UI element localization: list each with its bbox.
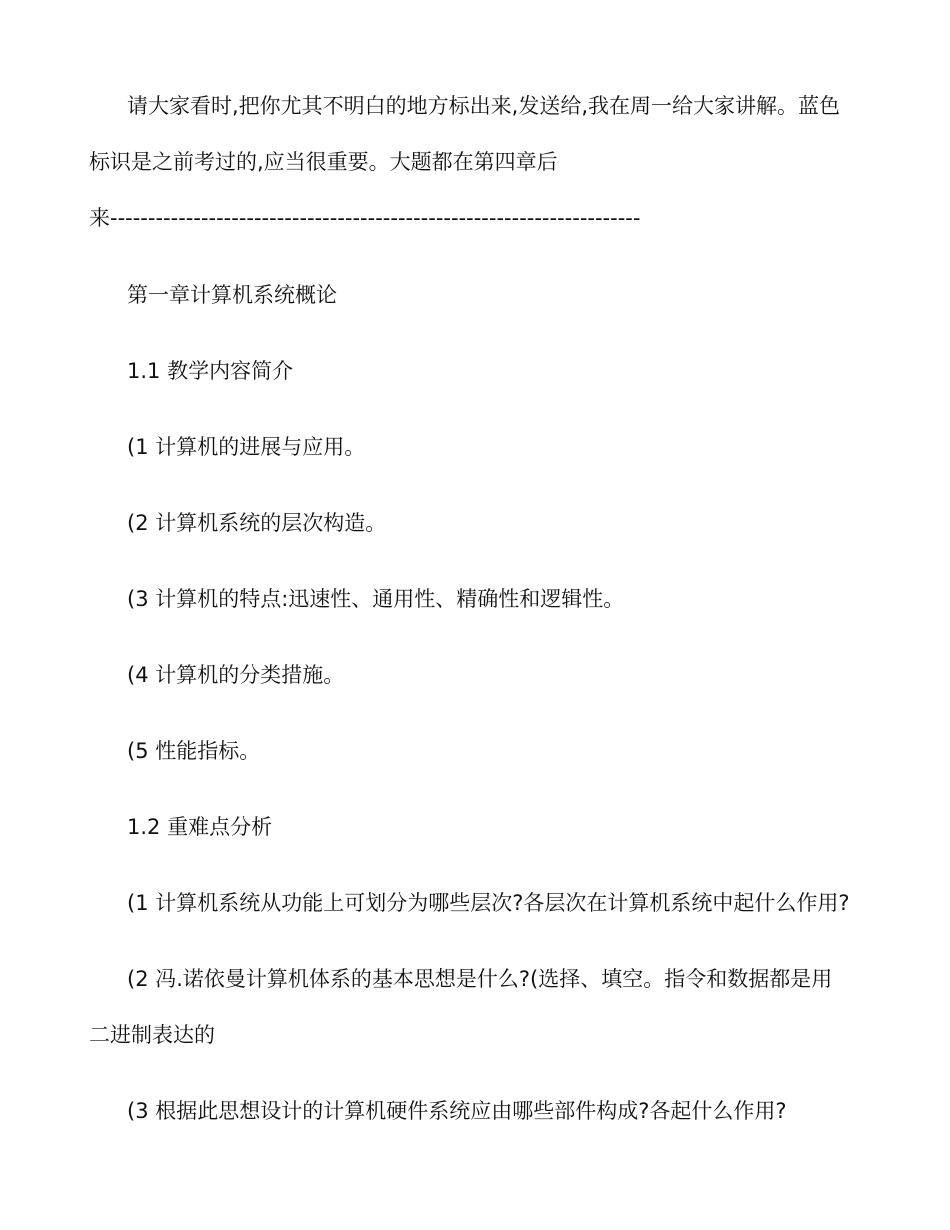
question-item-3: (3 根据此思想设计的计算机硬件系统应由哪些部件构成?各起什么作用? <box>127 1099 787 1123</box>
list-item-2: (2 计算机系统的层次构造。 <box>127 511 387 535</box>
list-item-1: (1 计算机的进展与应用。 <box>127 435 366 459</box>
section-heading-1-1: 1.1 教学内容简介 <box>127 359 294 383</box>
list-item-4: (4 计算机的分类措施。 <box>127 663 345 687</box>
intro-line-1: 请大家看时,把你尤其不明白的地方标出来,发送给,我在周一给大家讲解。蓝色 <box>127 94 841 118</box>
intro-line-2: 标识是之前考过的,应当很重要。大题都在第四章后 <box>89 150 558 174</box>
question-item-1: (1 计算机系统从功能上可划分为哪些层次?各层次在计算机系统中起什么作用? <box>127 891 850 915</box>
section-heading-1-2: 1.2 重难点分析 <box>127 815 273 839</box>
question-item-2: (2 冯.诺依曼计算机体系的基本思想是什么?(选择、填空。指令和数据都是用 <box>127 967 833 991</box>
question-item-2-continued: 二进制表达的 <box>89 1023 215 1047</box>
intro-line-3: 来---------------------------------------------------------------------- <box>89 206 641 230</box>
chapter-title: 第一章计算机系统概论 <box>127 283 337 307</box>
list-item-3: (3 计算机的特点:迅速性、通用性、精确性和逻辑性。 <box>127 587 625 611</box>
list-item-5: (5 性能指标。 <box>127 739 261 763</box>
